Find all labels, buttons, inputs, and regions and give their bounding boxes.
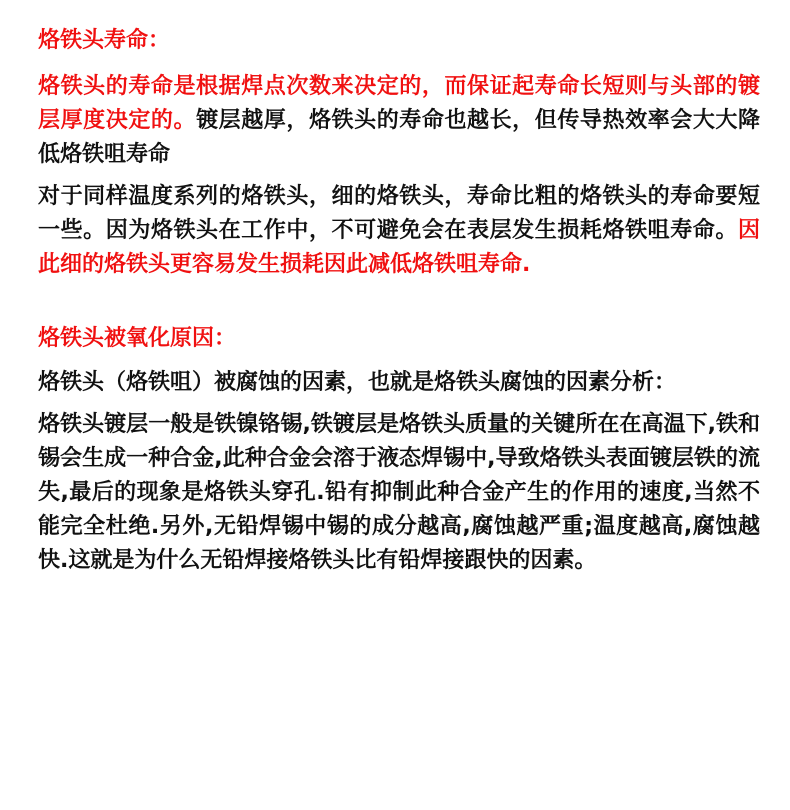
body-text: 镀层越厚，烙铁头的寿命也越长，但传导热效率会大大降低烙铁咀寿命 <box>38 108 760 167</box>
paragraph-corrosion-intro: 烙铁头（烙铁咀）被腐蚀的因素，也就是烙铁头腐蚀的因素分析： <box>38 370 677 395</box>
section-spacer <box>38 282 760 326</box>
section-heading-oxidation-cause: 烙铁头被氧化原因： <box>38 326 237 351</box>
paragraph-lifespan-thickness <box>38 180 760 282</box>
body-text: 对于同样温度系列的烙铁头，细的烙铁头，寿命比粗的烙铁头的寿命要短一些。因为烙铁头在工作中，不可避免会在表层发生损耗烙铁咀寿命。 <box>38 184 760 243</box>
highlight-text: 因此细的烙铁头更容易发生损耗因此减低烙铁咀寿命. <box>38 218 760 277</box>
document-body <box>38 28 760 578</box>
highlight-text: 烙铁头的寿命是根据焊点次数来决定的，而保证起寿命长短则与头部的镀层厚度决定的。 <box>38 74 760 133</box>
paragraph-corrosion-detail: 烙铁头镀层一般是铁镍铬锡,铁镀层是烙铁头质量的关键所在在高温下,铁和锡会生成一种合金,此种合金会溶于液态焊锡中,导致烙铁头表面镀层铁的流失,最后的现象是烙铁头穿孔.铅有抑制此种合金产生的作用的速度,当然不能完全杜绝.另外,无铅焊锡中锡的成分越高,腐蚀越严重;温度越高,腐蚀越快.这就是为什么无铅焊接烙铁头比有铅焊接跟快的因素。 <box>38 412 760 573</box>
section-heading-tip-lifespan: 烙铁头寿命： <box>38 28 171 53</box>
paragraph-lifespan-intro <box>38 70 760 172</box>
